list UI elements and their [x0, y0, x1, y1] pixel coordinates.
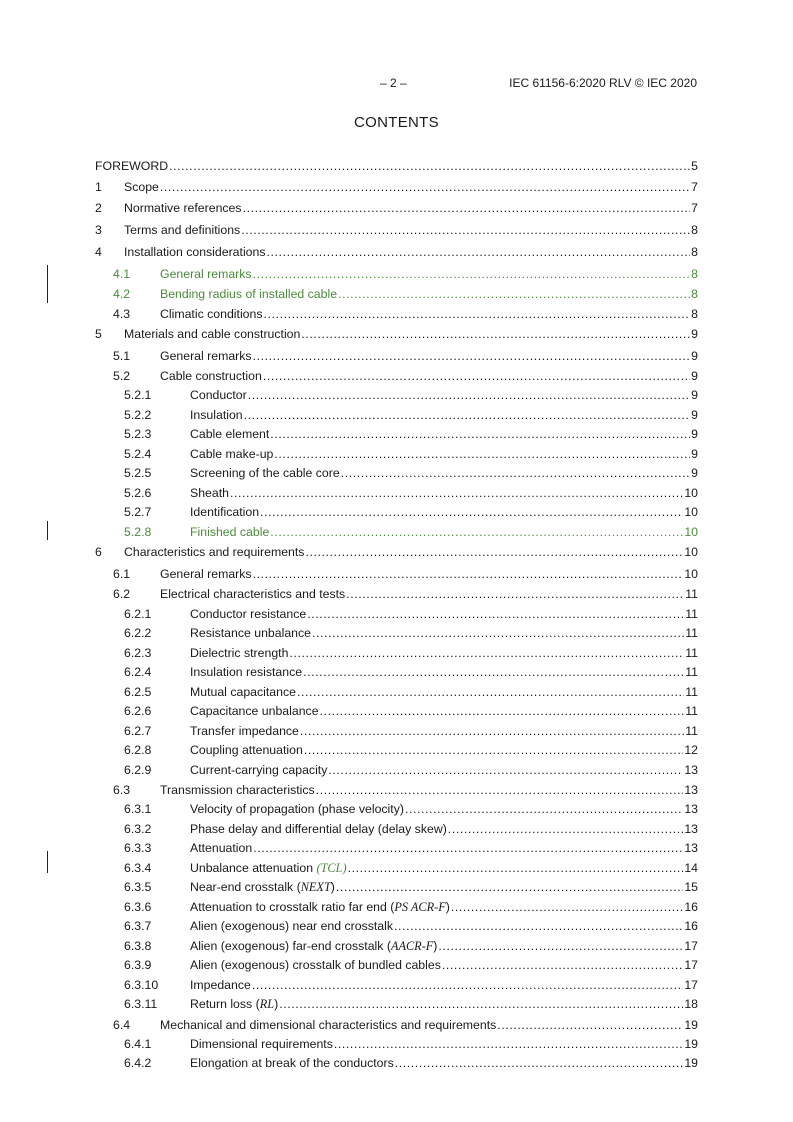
toc-entry-title-suffix: ) [330, 880, 335, 895]
toc-entry-number: 6.3.8 [124, 938, 152, 953]
toc-entry-page: 19 [684, 1056, 698, 1071]
toc-entry-title [190, 761, 327, 781]
toc-entry-number: 6.4.1 [124, 1036, 152, 1051]
dot-leader [253, 346, 691, 366]
toc-entry-title-text: Materials and cable construction [124, 327, 301, 342]
toc-entry-page: 9 [691, 466, 698, 481]
toc-entry-title [190, 1054, 394, 1074]
toc-entry-page: 10 [684, 567, 698, 582]
toc-entry-title-text: Current-carrying capacity [190, 762, 328, 777]
toc-entry-page: 8 [691, 307, 698, 322]
page-number: – 2 – [380, 76, 407, 90]
toc-entry-title-text: Screening of the cable core [190, 466, 340, 481]
toc-entry-page: 11 [685, 704, 698, 719]
toc-entry-title [190, 644, 288, 664]
dot-leader [300, 722, 684, 742]
toc-entry-title-text: FOREWORD [95, 159, 169, 173]
toc-entry-page: 9 [691, 327, 698, 342]
toc-entry-page: 11 [685, 665, 698, 680]
toc-entry[interactable] [95, 722, 698, 742]
toc-entry[interactable] [95, 542, 698, 564]
toc-entry-page: 19 [684, 1036, 698, 1051]
toc-entry[interactable] [95, 157, 698, 177]
dot-leader [263, 366, 690, 386]
toc-entry-page: 15 [684, 880, 698, 895]
toc-entry-title [190, 503, 259, 523]
dot-leader [253, 564, 684, 584]
toc-entry-page: 14 [684, 860, 698, 875]
toc-entry[interactable] [95, 820, 698, 840]
toc-entry-number: 6.1 [113, 567, 131, 582]
toc-entry[interactable] [95, 304, 698, 324]
toc-entry[interactable] [95, 366, 698, 386]
toc-entry[interactable] [95, 644, 698, 664]
dot-leader [394, 917, 683, 937]
dot-leader [252, 976, 683, 996]
toc-entry-page: 9 [691, 427, 698, 442]
toc-entry[interactable] [95, 859, 698, 879]
toc-entry-title-text: Finished cable [190, 524, 270, 539]
toc-entry[interactable] [95, 346, 698, 366]
toc-entry[interactable] [95, 761, 698, 781]
toc-entry[interactable] [95, 741, 698, 761]
toc-entry-title-text: General remarks [160, 266, 252, 281]
toc-entry-page: 11 [685, 723, 698, 738]
toc-entry-title [190, 956, 441, 976]
toc-entry-title [124, 177, 159, 199]
toc-entry-page: 9 [691, 446, 698, 461]
toc-entry[interactable] [95, 839, 698, 859]
dot-leader [274, 445, 690, 465]
toc-entry-page: 11 [685, 626, 698, 641]
dot-leader [307, 605, 684, 625]
toc-entry-title-text: Alien (exogenous) far-end crosstalk ( [190, 938, 391, 953]
toc-entry-title-text: Conductor resistance [190, 606, 307, 621]
document-reference: IEC 61156-6:2020 RLV © IEC 2020 [509, 76, 697, 90]
toc-entry[interactable] [95, 878, 698, 898]
dot-leader [160, 177, 690, 199]
toc-entry-number: 6.3.3 [124, 841, 152, 856]
toc-entry-title-text: Identification [190, 505, 260, 520]
toc-entry-number: 5.2.7 [124, 505, 152, 520]
toc-entry-number: 6.4.2 [124, 1056, 152, 1071]
toc-entry-title-text: Attenuation [190, 841, 253, 856]
toc-entry-page: 17 [684, 958, 698, 973]
toc-entry-number: 2 [95, 201, 102, 216]
toc-entry-abbreviation: PS ACR-F [394, 899, 446, 914]
toc-entry-title [190, 820, 447, 840]
toc-entry[interactable] [95, 1015, 698, 1035]
running-header [0, 76, 793, 92]
toc-entry-title-text: General remarks [160, 567, 252, 582]
toc-entry-title [190, 800, 404, 820]
toc-entry-page: 10 [684, 505, 698, 520]
toc-entry-number: 5.1 [113, 349, 131, 364]
toc-entry[interactable] [95, 780, 698, 800]
toc-entry-number: 6.3.2 [124, 821, 152, 836]
toc-entry-number: 3 [95, 223, 102, 238]
toc-entry-page: 7 [691, 201, 698, 216]
toc-entry[interactable] [95, 242, 698, 264]
dot-leader [320, 702, 685, 722]
toc-entry[interactable] [95, 523, 698, 543]
change-bar [47, 851, 48, 873]
toc-entry-title [190, 898, 450, 918]
dot-leader [346, 584, 684, 604]
toc-entry-title [190, 995, 278, 1015]
toc-entry-title-text: Return loss ( [190, 997, 260, 1012]
toc-entry-page: 10 [684, 545, 698, 560]
toc-entry-number: 6.3 [113, 783, 131, 798]
toc-entry[interactable] [95, 177, 698, 199]
dot-leader [230, 484, 683, 504]
toc-entry[interactable] [95, 564, 698, 584]
toc-entry-title [190, 976, 251, 996]
toc-entry-title [160, 1015, 496, 1035]
toc-entry-title-text: Velocity of propagation (phase velocity) [190, 802, 404, 817]
toc-entry-title [190, 702, 319, 722]
dot-leader [334, 1035, 683, 1055]
toc-entry-page: 10 [684, 485, 698, 500]
toc-entry-page: 16 [684, 899, 698, 914]
toc-entry-number: 6.2 [113, 587, 131, 602]
toc-entry-title [95, 157, 168, 177]
toc-entry-title [190, 663, 302, 683]
toc-entry-title [190, 523, 269, 543]
toc-entry-number: 5.2 [113, 369, 131, 384]
toc-entry[interactable] [95, 976, 698, 996]
toc-entry-number: 6.3.5 [124, 880, 152, 895]
toc-entry-title-text: Phase delay and differential delay (delay skew) [190, 821, 447, 836]
toc-entry-title [190, 624, 311, 644]
toc-entry-title [190, 917, 393, 937]
toc-entry-page: 13 [684, 783, 698, 798]
toc-entry-page: 11 [685, 684, 698, 699]
toc-entry-title-text: Mutual capacitance [190, 684, 296, 699]
toc-entry-title [124, 324, 300, 346]
toc-entry[interactable] [95, 198, 698, 220]
toc-entry-title-text: General remarks [160, 349, 252, 364]
toc-entry[interactable] [95, 937, 698, 957]
toc-entry-title [160, 564, 252, 584]
toc-entry-page: 10 [684, 524, 698, 539]
toc-entry-title-text: Terms and definitions [124, 223, 241, 238]
toc-entry[interactable] [95, 503, 698, 523]
toc-entry-number: 6.2.2 [124, 626, 152, 641]
dot-leader [316, 780, 684, 800]
toc-entry-number: 5.2.2 [124, 407, 152, 422]
toc-entry-number: 6.3.10 [124, 977, 159, 992]
dot-leader [305, 542, 683, 564]
toc-entry-title [160, 304, 263, 324]
toc-entry[interactable] [95, 917, 698, 937]
toc-entry-title [190, 859, 347, 879]
toc-entry-title-text: Bending radius of installed cable [160, 286, 338, 301]
toc-entry[interactable] [95, 1054, 698, 1074]
toc-entry-number: 6.3.1 [124, 802, 152, 817]
toc-entry-title [190, 386, 247, 406]
toc-entry-number: 6.2.9 [124, 762, 152, 777]
toc-entry-number: 5.2.4 [124, 446, 152, 461]
toc-entry-page: 16 [684, 919, 698, 934]
dot-leader [328, 761, 683, 781]
dot-leader [260, 503, 683, 523]
toc-entry-title-text: Electrical characteristics and tests [160, 587, 346, 602]
dot-leader [244, 406, 691, 426]
toc-entry-number: 6.3.7 [124, 919, 152, 934]
toc-entry-title [190, 722, 299, 742]
toc-entry-title [160, 346, 252, 366]
dot-leader [312, 624, 684, 644]
dot-leader [297, 683, 684, 703]
toc-entry-title-text: Elongation at break of the conductors [190, 1056, 394, 1071]
toc-entry[interactable] [95, 663, 698, 683]
toc-entry[interactable] [95, 406, 698, 426]
toc-entry-page: 12 [684, 743, 698, 758]
change-bar [47, 521, 48, 540]
toc-entry-page: 13 [684, 762, 698, 777]
toc-entry[interactable] [95, 800, 698, 820]
dot-leader [395, 1054, 684, 1074]
toc-entry-page: 13 [684, 821, 698, 836]
toc-entry-page: 17 [684, 938, 698, 953]
toc-entry-number: 6.3.6 [124, 899, 152, 914]
dot-leader [303, 663, 684, 683]
toc-entry-title [190, 445, 273, 465]
toc-entry-page: 9 [691, 369, 698, 384]
dot-leader [248, 386, 690, 406]
table-of-contents [95, 157, 698, 1074]
dot-leader [253, 839, 683, 859]
toc-entry[interactable] [95, 683, 698, 703]
toc-entry-abbreviation: NEXT [300, 880, 331, 895]
toc-entry-title-text: Alien (exogenous) near end crosstalk [190, 919, 394, 934]
toc-entry-page: 11 [685, 606, 698, 621]
toc-entry-title-text: Dielectric strength [190, 645, 289, 660]
toc-entry-title-text: Impedance [190, 977, 251, 992]
toc-entry-number: 5.2.3 [124, 427, 152, 442]
toc-entry[interactable] [95, 464, 698, 484]
toc-entry-page: 19 [684, 1017, 698, 1032]
toc-entry-title [190, 605, 306, 625]
dot-leader [336, 878, 683, 898]
toc-entry-number: 5.2.5 [124, 466, 152, 481]
toc-entry-page: 11 [685, 645, 698, 660]
toc-entry[interactable] [95, 956, 698, 976]
toc-entry-title-text: Near-end crosstalk ( [190, 880, 301, 895]
toc-entry[interactable] [95, 702, 698, 722]
toc-entry-page: 13 [684, 802, 698, 817]
toc-entry-page: 13 [684, 841, 698, 856]
toc-entry[interactable] [95, 584, 698, 604]
dot-leader [301, 324, 690, 346]
toc-entry[interactable] [95, 264, 698, 284]
toc-entry-title-text: Dimensional requirements [190, 1036, 333, 1051]
page-title: CONTENTS [354, 114, 439, 131]
dot-leader [270, 523, 683, 543]
toc-entry-number: 6.2.5 [124, 684, 152, 699]
toc-entry-title [190, 425, 269, 445]
toc-entry-abbreviation: AACR-F [390, 938, 434, 953]
dot-leader [405, 800, 683, 820]
toc-entry-title-text: Alien (exogenous) crosstalk of bundled cables [190, 958, 441, 973]
toc-entry-title-text: Capacitance unbalance [190, 704, 319, 719]
toc-entry-title-text: Cable make-up [190, 446, 274, 461]
dot-leader [279, 995, 683, 1015]
toc-entry-title-text: Cable element [190, 427, 270, 442]
toc-entry-title [190, 741, 303, 761]
toc-entry-title-text: Coupling attenuation [190, 743, 303, 758]
change-bar [47, 265, 48, 303]
toc-entry-title [190, 1035, 333, 1055]
toc-entry[interactable] [95, 445, 698, 465]
dot-leader [304, 741, 684, 761]
dot-leader [442, 956, 683, 976]
dot-leader [438, 937, 683, 957]
toc-entry-number: 4.1 [113, 266, 131, 281]
toc-entry-title [190, 464, 340, 484]
toc-entry-title-suffix: ) [445, 899, 450, 914]
toc-entry-page: 8 [691, 244, 698, 259]
toc-entry-number: 6.3.4 [124, 860, 152, 875]
toc-entry-page: 9 [691, 349, 698, 364]
toc-entry-number: 1 [95, 179, 102, 194]
toc-entry-number: 5 [95, 327, 102, 342]
toc-entry-number: 4 [95, 244, 102, 259]
toc-entry-number: 6.2.1 [124, 606, 152, 621]
toc-entry-abbreviation: RL [259, 997, 275, 1012]
dot-leader [270, 425, 690, 445]
toc-entry-number: 6.2.6 [124, 704, 152, 719]
toc-entry-title-text: Transmission characteristics [160, 783, 315, 798]
toc-entry-title-text: Insulation [190, 407, 243, 422]
toc-entry-number: 6.3.9 [124, 958, 152, 973]
toc-entry-title-text: Attenuation to crosstalk ratio far end ( [190, 899, 395, 914]
toc-entry[interactable] [95, 386, 698, 406]
toc-entry-page: 9 [691, 388, 698, 403]
toc-entry-number: 6 [95, 545, 102, 560]
toc-entry-title-text: Installation considerations [124, 244, 266, 259]
toc-entry-title [160, 284, 337, 304]
toc-entry-title-text: Insulation resistance [190, 665, 303, 680]
toc-entry-title [190, 683, 296, 703]
toc-entry[interactable] [95, 484, 698, 504]
toc-entry-number: 6.4 [113, 1017, 131, 1032]
toc-entry-title-text: Normative references [124, 201, 242, 216]
toc-entry-page: 8 [691, 223, 698, 238]
toc-entry-title-text: Characteristics and requirements [124, 545, 305, 560]
dot-leader [451, 898, 683, 918]
toc-entry[interactable] [95, 605, 698, 625]
toc-entry-number: 6.2.3 [124, 645, 152, 660]
toc-entry-title [124, 198, 242, 220]
toc-entry-title [124, 542, 304, 564]
toc-entry[interactable] [95, 624, 698, 644]
toc-entry-number: 4.2 [113, 286, 131, 301]
toc-entry-page: 9 [691, 407, 698, 422]
toc-entry-page: 7 [691, 179, 698, 194]
toc-entry-title [160, 366, 262, 386]
toc-entry-title-suffix: ) [433, 938, 438, 953]
toc-entry-page: 17 [684, 977, 698, 992]
toc-entry-page: 8 [691, 266, 698, 281]
dot-leader [289, 644, 684, 664]
toc-entry-title [160, 780, 315, 800]
toc-entry-title-text: Resistance unbalance [190, 626, 311, 641]
toc-entry-title-text: Transfer impedance [190, 723, 299, 738]
toc-entry-number: 6.2.7 [124, 723, 152, 738]
toc-entry-title [124, 220, 240, 242]
toc-entry[interactable] [95, 898, 698, 918]
toc-entry-title [190, 406, 243, 426]
toc-entry-page: 18 [684, 997, 698, 1012]
toc-entry[interactable] [95, 284, 698, 304]
dot-leader [448, 820, 684, 840]
toc-entry-title [190, 878, 335, 898]
toc-entry-title-text: Sheath [190, 485, 229, 500]
toc-entry-title [160, 264, 252, 284]
toc-entry-title-text: Conductor [190, 388, 247, 403]
toc-entry[interactable] [95, 220, 698, 242]
toc-entry-number: 6.2.4 [124, 665, 152, 680]
dot-leader [253, 264, 691, 284]
toc-entry-title-text: Climatic conditions [160, 307, 263, 322]
toc-entry-number: 6.3.11 [124, 997, 158, 1012]
dot-leader [338, 284, 690, 304]
dot-leader [241, 220, 690, 242]
toc-entry-title-text: Unbalance attenuation [190, 860, 317, 875]
toc-entry[interactable] [95, 995, 698, 1015]
toc-entry-title [190, 839, 252, 859]
toc-entry[interactable] [95, 425, 698, 445]
toc-entry[interactable] [95, 324, 698, 346]
toc-entry[interactable] [95, 1035, 698, 1055]
toc-entry-title-text: Mechanical and dimensional characteristics and requirements [160, 1017, 497, 1032]
toc-entry-number: 6.2.8 [124, 743, 152, 758]
toc-entry-number: 5.2.8 [124, 524, 152, 539]
dot-leader [341, 464, 690, 484]
toc-entry-title [124, 242, 266, 264]
toc-entry-number: 4.3 [113, 307, 131, 322]
dot-leader [267, 242, 691, 264]
toc-entry-title [190, 484, 229, 504]
dot-leader [243, 198, 691, 220]
toc-entry-number: 5.2.6 [124, 485, 152, 500]
toc-entry-page: 5 [691, 159, 698, 173]
dot-leader [497, 1015, 683, 1035]
toc-entry-number: 5.2.1 [124, 388, 152, 403]
toc-entry-title [190, 937, 437, 957]
dot-leader [348, 859, 684, 879]
toc-entry-page: 8 [691, 286, 698, 301]
toc-entry-title [160, 584, 345, 604]
dot-leader [264, 304, 691, 324]
toc-entry-title-text: Scope [124, 179, 159, 194]
toc-entry-page: 11 [685, 587, 698, 602]
toc-entry-abbreviation: (TCL) [316, 860, 347, 875]
dot-leader [169, 157, 690, 177]
toc-entry-title-suffix: ) [274, 997, 279, 1012]
toc-entry-title-text: Cable construction [160, 369, 262, 384]
